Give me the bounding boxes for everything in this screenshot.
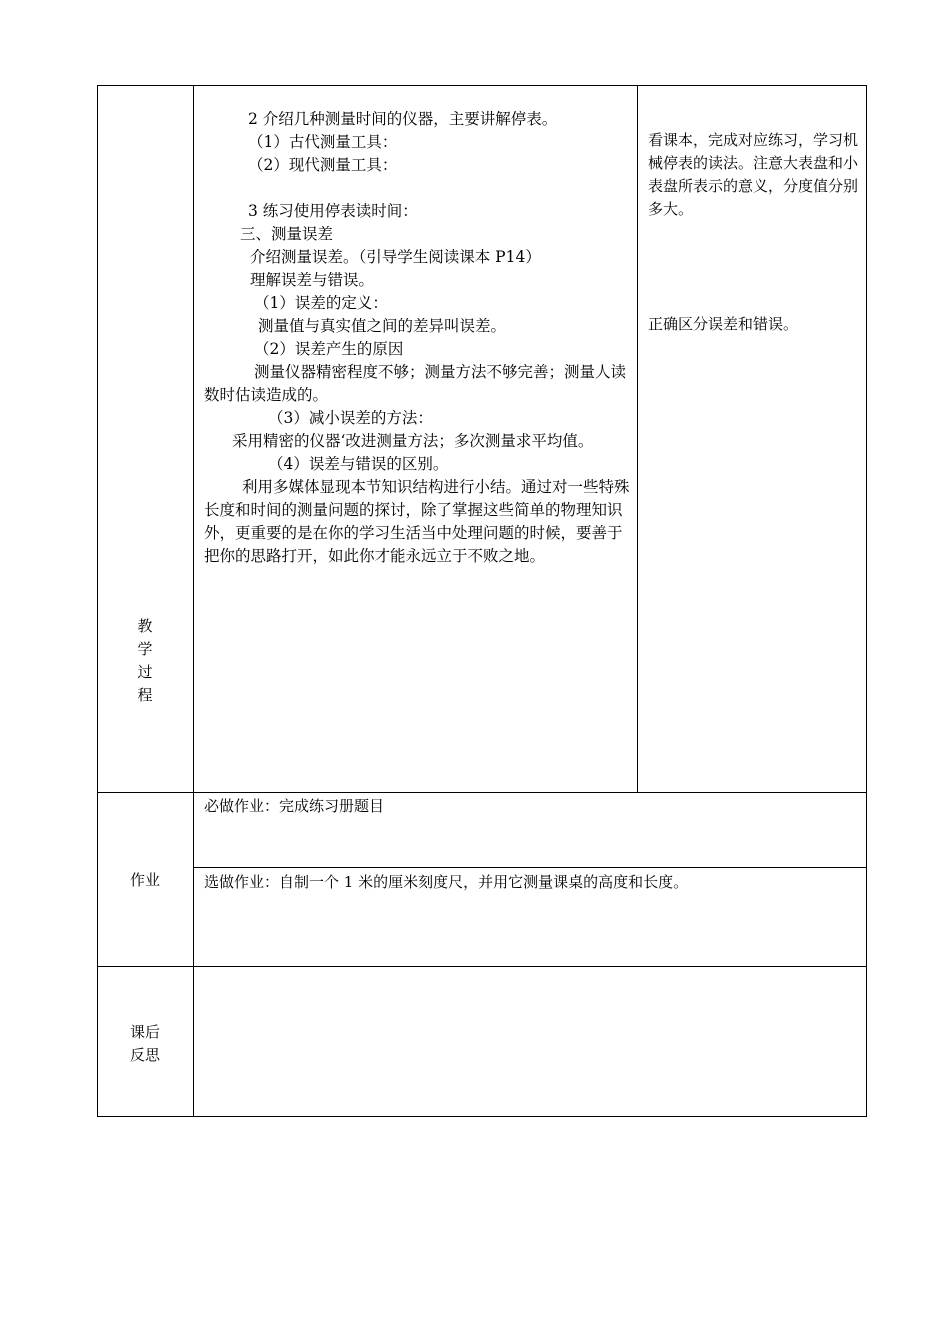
- homework-optional: 选做作业：自制一个 1 米的厘米刻度尺，并用它测量课桌的高度和长度。: [204, 873, 689, 891]
- student-activity-notes: [648, 129, 863, 336]
- student-activity-note: 正确区分误差和错误。: [648, 315, 799, 333]
- process-line: 2 介绍几种测量时间的仪器，主要讲解停表。: [248, 110, 558, 128]
- process-line: 采用精密的仪器‘改进测量方法；多次测量求平均值。: [232, 432, 594, 450]
- process-line-blank: [204, 177, 632, 200]
- process-label-char: 程: [137, 686, 153, 704]
- process-label-char: 学: [137, 640, 153, 658]
- homework-split-divider: [193, 867, 867, 868]
- process-line: （2）误差产生的原因: [254, 340, 404, 358]
- student-activity-note: 看课本，完成对应练习，学习机械停表的读法。注意大表盘和小表盘所表示的意义，分度值分别多大。: [648, 131, 859, 218]
- process-line: （2）现代测量工具：: [248, 156, 398, 174]
- process-section-heading: 三、测量误差: [240, 225, 334, 243]
- process-summary: 利用多媒体显现本节知识结构进行小结。通过对一些特殊长度和时间的测量问题的探讨，除了掌握这些简单的物理知识外，更重要的是在你的学习生活当中处理问题的时候，要善于把你的思路打开，如此你才能永远立于不败之地。: [204, 478, 630, 565]
- process-label: [97, 615, 193, 707]
- process-label-char: 过: [137, 663, 153, 681]
- reflection-label-line: 反思: [129, 1046, 160, 1064]
- homework-label: 作业: [129, 871, 160, 889]
- process-line: 理解误差与错误。: [250, 271, 375, 289]
- homework-required: 必做作业：完成练习册题目: [204, 797, 385, 815]
- process-label-char: 教: [137, 617, 153, 635]
- process-row-divider: [97, 792, 867, 793]
- process-content: [204, 108, 632, 568]
- reflection-content-cell[interactable]: [194, 967, 866, 1116]
- process-line: 3 练习使用停表读时间：: [248, 202, 418, 220]
- process-line: 测量值与真实值之间的差异叫误差。: [258, 317, 507, 335]
- notes-column-divider: [637, 85, 638, 793]
- process-line: （1）误差的定义：: [254, 294, 388, 312]
- reflection-label-line: 课后: [129, 1023, 160, 1041]
- process-line: 介绍测量误差。（引导学生阅读课本 P14）: [250, 248, 541, 266]
- process-line: （4）误差与错误的区别。: [268, 455, 449, 473]
- process-line: （3）减小误差的方法：: [268, 409, 433, 427]
- label-column-divider: [193, 85, 194, 1117]
- process-line: （1）古代测量工具：: [248, 133, 398, 151]
- process-line: 测量仪器精密程度不够；测量方法不够完善；测量人读数时估读造成的。: [204, 363, 627, 404]
- reflection-label: [97, 1021, 193, 1067]
